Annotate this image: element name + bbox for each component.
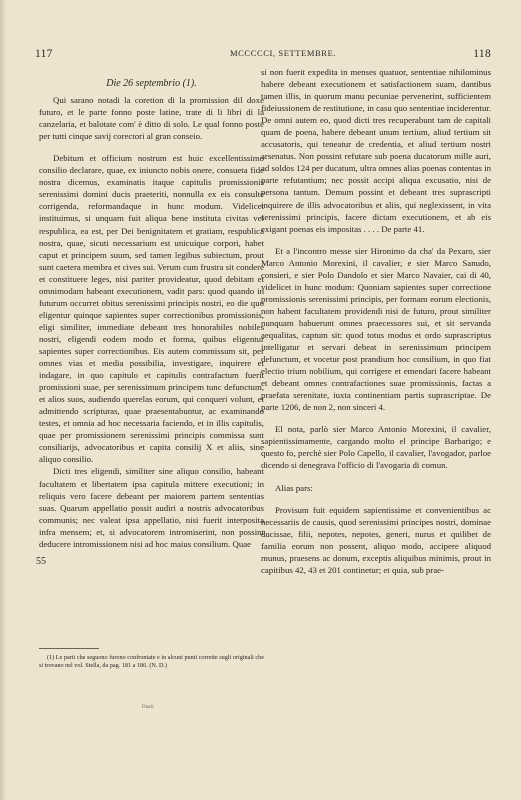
note-paragraph: El nota, parlò sier Marco Antonio Morexini, il cavalier, sapientissimamente, cargando molto el principe Barbarigo; e questo fo, perchè sier Polo Capello, il cavalier, l'avogador, parloe dicendo si denegrava l'officio di l'avogaria di comun.	[261, 424, 491, 471]
margin-line-number: 55	[36, 556, 46, 567]
latin-paragraph-4: Provisum fuit equidem sapientissime et convenientibus ac necessariis de causis, quod serenissimi principes nostri, dominae ducissae, filii, nepotes, nepotes, generi, nurus et quilibet de familia eorum non possent, aliquo modo, accipere aliquod munus, praesens ac donum, exceptis aliquibus minimis, prout in capitibus 42, 43 et 201 continetur; et quia, sub prae-	[261, 504, 491, 575]
latin-paragraph-1: Debitum et officium nostrum est huic excellentissimo consilio declarare, quae, ex iniuncto nobis onere, consueta fide nostra dicemus, examinatis itaque capitulis promissionis serenissimi domini ducis praeteriti, nonnulla ex eis consulte corrigenda, reformandaque in hunc modum. Videlicet instituimus, si unquam fuit aliqua bene instituta civitas vel respublica, ea est, per Dei benignitatem et gratiam, respublica nostra, quae, sicuti necessarium est unicuique corpori, habet caput et principem suum, sed tamen legibus subiectum, prout sunt caetera membra et cives sui. Verum cum frustra sit condere et constituere leges, nisi pariter provideatur, quod debitam et omnimodam habeant executionem, vadit pars: quod quando in futurum occurret obitus serenissimi principis nostri, eo die quo eligentur quinque sapientes super correctionibus promissionis, eligi similiter, immediate debeant tres honorabiles nobiles nostri, eligendi eodem modo et forma, quibus eligentur sapientes super correctionibus. Eis autem commissum sit, per omnes vias et media possibilia, investigare, inquirere et indagare, in quo capitulo et capitulis contrafactum fuerit promissioni suae, per serenissimum principem tunc defunctum, et alios suos, audiendo querelas eorum, qui conqueri volunt, et admittendo scripturas, quae praesentabuntur, ac examinando testes, et omnia ad hoc necessaria faciendo, et in illis capitulis, quae per promissionem serenissimi principis commissa sunt consiliarijs, advocatoribus et capita consilij X et aliis, sine aliquo consilio.	[39, 153, 264, 465]
counter-motion-paragraph: Et a l'incontro messe sier Hironimo da cha' da Pexaro, sier Marco Antonio Morexini, il cavalier, e sier Marco Sanudo, consieri, e sier Polo Dandolo et sier Marco Navaier, cai di 40, videlicet in hunc modum: Quoniam sapientes super correctione promissionis serenissimi principis, per formam eorum electionis, non habent facultatem providendi nisi de futuro, prout similiter nunquam habuerunt omnes praecessores sui, et sit servanda aequalitas, captum sit: quod totus modus et ordo suprascriptus intelligatur et servari debeat in serenissimum principem defunctum, et vocetur post prandium hoc consilium, in quo fiat electio trium nobilium, qui corrigere et emendari facere habeant et debeant omnes contrafactiones suae promissionis, factas a praefata serenitate, iuxta continentiam partis suprascriptae. De parte 1206, de non 2, non sinceri 4.	[261, 245, 491, 413]
intro-paragraph: Qui sarano notadi la coretion di la promission dil doxe futuro, et le parte fonno poste latine, trate di li libri di la canzelaria, et balotate com' è ditto di solo. Le qual fonno poste per tutti cinque savij corectori al gran conseio.	[39, 95, 264, 142]
running-title: MCCCCCI, SETTEMBRE.	[230, 48, 337, 58]
right-page-number: 118	[473, 48, 491, 60]
left-text-column	[39, 78, 264, 550]
footnote-divider	[39, 648, 99, 649]
left-page-number: 117	[35, 48, 53, 60]
entry-date: Die 26 septembrio (1).	[106, 78, 197, 89]
alias-pars-heading: Alias pars:	[275, 482, 313, 493]
book-spine-shadow	[0, 0, 6, 800]
footnote: (1) Le parti che seguono furono confrontate e in alcuni punti corrette sugli originali che si trovano nel vol. Stella, da pag. 181 a 186. (N. D.)	[39, 654, 264, 669]
printer-signature: Diarii	[142, 705, 154, 710]
right-text-column	[261, 66, 491, 576]
latin-paragraph-3: si non fuerit expedita in menses quatuor, sententiae nihilominus habere debeant executionem et satisfactionem suam, dantibus tamen illis, in quorum manu pecuniae pervenerint, sufficientem fideiussionem de restitutione, in casu quo sententiae inciderentur. De omni autem eo, quod dicti tres recuperabunt tam de capitali quam de poena, habere debeant unum tertium, aliud tertium sit accusatoris, qui teneatur de credentia, et aliud tertium nostri arsenatus. Non possint refutare sub poena ducatorum mille auri, ad soldos 124 per ducatum, ultra omnes alias poenas contentas in parte refutantium; nec possit accipi aliqua excusatio, nisi de persona tantum. Demum possint et debeant tres suprascripti inquirere de illis advocatoribus et aliis, qui neglexissent, in vita serenissimi principis, facere dictam executionem, et ab eis exigant poenas eis impositas . . . . De parte 41.	[261, 67, 491, 234]
latin-paragraph-2: Dicti tres eligendi, similiter sine aliquo consilio, habeant facultatem et libertatem ipsa capitula mittere executioni; in reliquis vero facere debeant per maiorem partem sententias suas. Quarum appellatio possit audiri a nostris advocatoribus communis; nec valeat ipsa appellatio, nisi fuerit interposita infra mensem; et, si advocatorem intromiserint, non possint deducere intromissionem nisi ad hoc maius consilium. Quae	[39, 466, 264, 549]
